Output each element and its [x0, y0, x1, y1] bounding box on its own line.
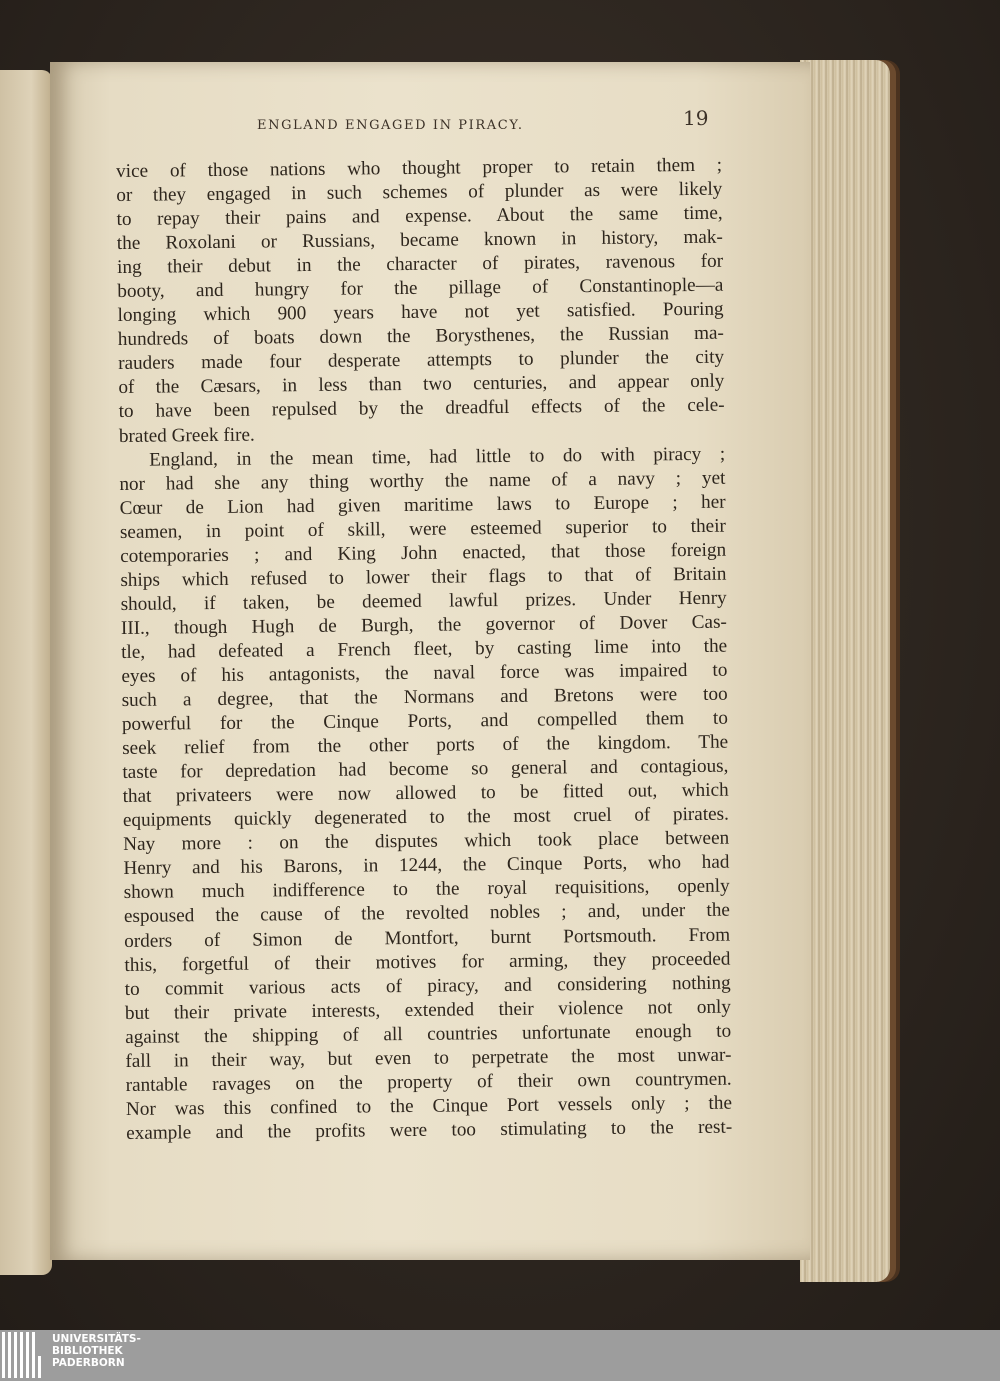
text-line: orders of Simon de Montfort, burnt Portsmouth. From — [124, 924, 731, 952]
text-line: vice of those nations who thought proper to retain them ; — [116, 154, 723, 182]
text-line: to commit various acts of piracy, and considering nothing — [124, 972, 731, 1000]
text-line: Nor was this confined to the Cinque Port vessels only ; the — [125, 1092, 733, 1120]
text-line: seamen, in point of skill, were esteemed superior to their — [119, 515, 726, 543]
text-line: brated Greek fire. — [118, 424, 255, 447]
text-line: ing their debut in the character of pirates, ravenous for — [117, 250, 724, 279]
text-line: against the shipping of all countries unfortunate enough to — [125, 1020, 732, 1048]
text-line: III., though Hugh de Burgh, the governor of Dover Cas- — [120, 611, 727, 639]
text-line: equipments quickly degenerated to the most cruel of pirates. — [122, 803, 729, 832]
book-page-edges — [800, 60, 890, 1282]
text-line: Cœur de Lion had given maritime laws to Europe ; her — [119, 491, 726, 519]
logo-line: BIBLIOTHEK — [52, 1345, 123, 1357]
text-line: example and the profits were too stimulating to the rest- — [126, 1116, 733, 1144]
library-logo-text — [52, 1333, 141, 1369]
text-line: fall in their way, but even to perpetrate the most unwar- — [125, 1044, 732, 1072]
text-line: shown much indifference to the royal requisitions, openly — [123, 876, 730, 904]
page-number: 19 — [683, 106, 709, 130]
text-line: or they engaged in such schemes of plunder as were likely — [116, 178, 723, 207]
text-line: should, if taken, be deemed lawful prizes. Under Henry — [120, 587, 727, 615]
text-line: tle, had defeated a French fleet, by casting lime into the — [121, 635, 728, 663]
text-line: rantable ravages on the property of their own countrymen. — [125, 1068, 732, 1096]
text-line: rauders made four desperate attempts to plunder the city — [118, 347, 725, 375]
running-head: ENGLAND ENGAGED IN PIRACY. — [257, 118, 524, 133]
text-line: booty, and hungry for the pillage of Constantinople—a — [117, 274, 724, 303]
library-footer — [0, 1330, 1000, 1381]
text-line: the Roxolani or Russians, became known in history, mak- — [116, 226, 723, 255]
text-line: cotemporaries ; and King John enacted, that those foreign — [120, 539, 727, 567]
text-line: of the Cæsars, in less than two centuries, and appear only — [118, 371, 725, 399]
left-page-edge — [0, 70, 52, 1275]
text-line: but their private interests, extended their violence not only — [124, 996, 732, 1024]
text-line: espoused the cause of the revolted nobles ; and, under the — [123, 900, 731, 928]
text-line: to repay their pains and expense. About the same time, — [116, 202, 723, 231]
text-line: this, forgetful of their motives for arming, they proceeded — [124, 948, 731, 976]
text-line: taste for depredation had become so general and contagious, — [122, 755, 729, 784]
text-line: Henry and his Barons, in 1244, the Cinque Ports, who had — [123, 851, 730, 880]
logo-line: UNIVERSITÄTS- — [52, 1333, 141, 1345]
text-line: eyes of his antagonists, the naval force was impaired to — [121, 659, 728, 687]
text-line: powerful for the Cinque Ports, and compelled them to — [121, 707, 728, 736]
text-line: hundreds of boats down the Borysthenes, the Russian ma- — [117, 322, 724, 351]
logo-line: PADERBORN — [52, 1357, 125, 1369]
text-line: nor had she any thing worthy the name of a navy ; yet — [119, 467, 726, 495]
text-line: ships which refused to lower their flags to that of Britain — [120, 563, 727, 591]
text-line: longing which 900 years have not yet satisfied. Pouring — [117, 298, 724, 327]
text-line: that privateers were now allowed to be fitted out, which — [122, 779, 729, 808]
body-text — [116, 154, 732, 1146]
text-line: England, in the mean time, had little to do with piracy ; — [149, 443, 726, 471]
text-line: seek relief from the other ports of the kingdom. The — [122, 731, 729, 760]
text-line: to have been repulsed by the dreadful effects of the cele- — [118, 395, 725, 423]
library-logo-icon — [2, 1332, 46, 1378]
text-line: such a degree, that the Normans and Bretons were too — [121, 683, 728, 712]
text-line: Nay more : on the disputes which took place between — [123, 827, 730, 856]
